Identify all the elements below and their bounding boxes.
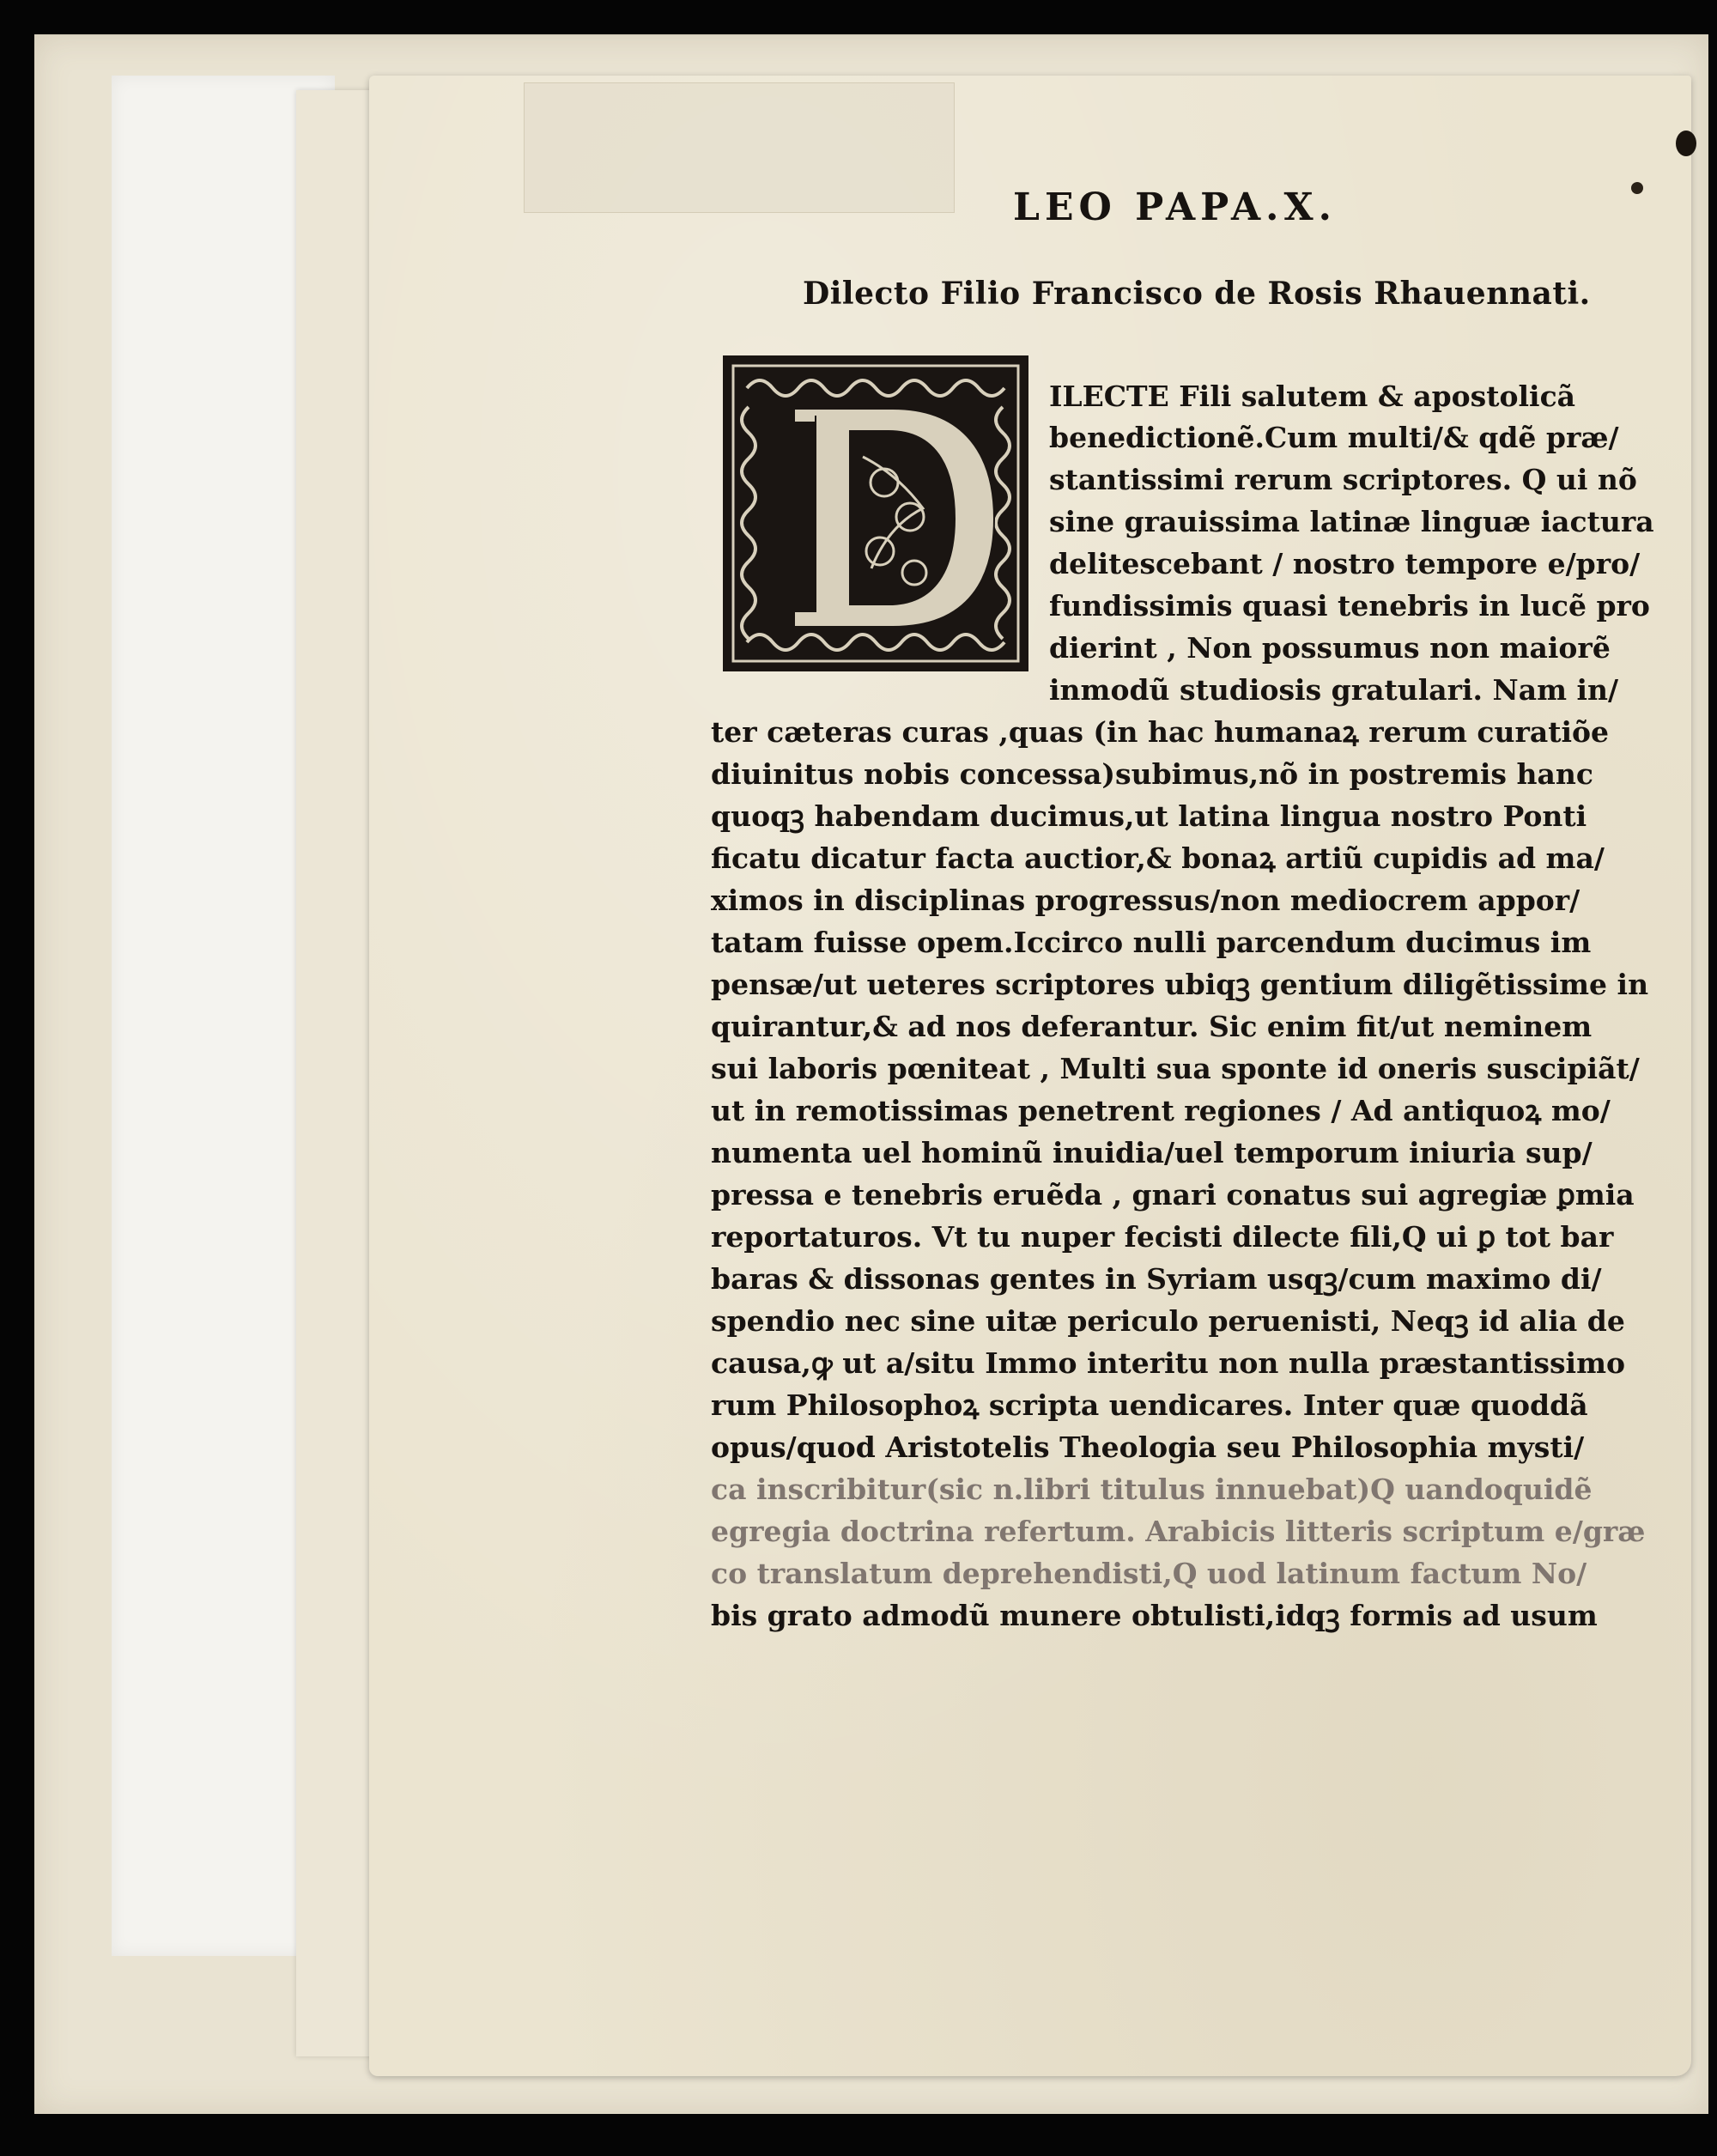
text-line: dierint , Non possumus non maiorẽ [1049, 631, 1611, 665]
text-line: benedictionẽ.Cum multi/& qdẽ præ/ [1049, 421, 1619, 454]
text-line: ficatu dicatur facta auctior,& bonaꝝ artiũ cupidis ad ma/ [711, 841, 1605, 875]
text-line: inmodũ studiosis gratulari. Nam in/ [1049, 673, 1619, 707]
text-line: ter cæteras curas ,quas (in hac humanaꝝ rerum curatiõe [711, 715, 1610, 749]
text-line: ILECTE Fili salutem & apostolicã [1049, 380, 1576, 413]
text-line: diuinitus nobis concessa)subimus,nõ in postremis hanc [711, 757, 1593, 791]
text-line: opus/quod Aristotelis Theologia seu Philosophia mysti/ [711, 1430, 1585, 1464]
text-line: bis grato admodũ munere obtulisti,idqꝫ formis ad usum [711, 1599, 1598, 1632]
text-line: fundissimis quasi tenebris in lucẽ pro [1049, 589, 1650, 623]
text-line: ximos in disciplinas progressus/non mediocrem appor/ [711, 884, 1580, 917]
text-line: sine grauissima latinæ linguæ iactura [1049, 505, 1654, 538]
text-line: causa,ꝙ ut a/situ Immo interitu non nulla præstantissimo [711, 1346, 1626, 1380]
text-line: delitescebant / nostro tempore e/pro/ [1049, 547, 1641, 580]
text-line: quoqꝫ habendam ducimus,ut latina lingua nostro Ponti [711, 799, 1587, 833]
text-line-faded: egregia doctrina refertum. Arabicis litteris scriptum e/græ [711, 1515, 1646, 1548]
text-line: tatam fuisse opem.Iccirco nulli parcendum ducimus im [711, 926, 1592, 959]
text-line: pressa e tenebris eruẽda , gnari conatus sui agregiæ ꝑmia [711, 1178, 1635, 1212]
salutation-line: Dilecto Filio Francisco de Rosis Rhauennati. [803, 276, 1591, 312]
running-head: LEO PAPA.X. [1013, 185, 1337, 229]
decorated-initial-d-icon [721, 354, 1032, 675]
text-line: rum Philosophoꝝ scripta uendicares. Inter quæ quoddã [711, 1388, 1588, 1422]
text-line: baras & dissonas gentes in Syriam usqꝫ/cum maximo di/ [711, 1262, 1602, 1296]
text-line-faded: ca inscribitur(sic n.libri titulus innuebat)Q uandoquidẽ [711, 1473, 1593, 1506]
worm-hole [1676, 131, 1696, 156]
tape-patch [524, 82, 955, 213]
text-line: pensæ/ut ueteres scriptores ubiqꝫ gentium diligẽtissime in [711, 968, 1649, 1001]
text-line: quirantur,& ad nos deferantur. Sic enim fit/ut neminem [711, 1010, 1593, 1043]
text-line: spendio nec sine uitæ periculo peruenisti, Neqꝫ id alia de [711, 1304, 1625, 1338]
text-line: stantissimi rerum scriptores. Q ui nõ [1049, 463, 1637, 496]
text-line: reportaturos. Vt tu nuper fecisti dilecte fili,Q ui ꝑ tot bar [711, 1220, 1614, 1254]
text-line: numenta uel hominũ inuidia/uel temporum iniuria sup/ [711, 1136, 1593, 1169]
text-line: ut in remotissimas penetrent regiones / Ad antiquoꝝ mo/ [711, 1094, 1611, 1127]
ink-speck [1631, 182, 1643, 194]
text-line: sui laboris pœniteat , Multi sua sponte id oneris suscipiãt/ [711, 1052, 1640, 1085]
decorated-initial-letter [721, 354, 1032, 675]
text-line-faded: co translatum deprehendisti,Q uod latinum factum No/ [711, 1557, 1587, 1590]
